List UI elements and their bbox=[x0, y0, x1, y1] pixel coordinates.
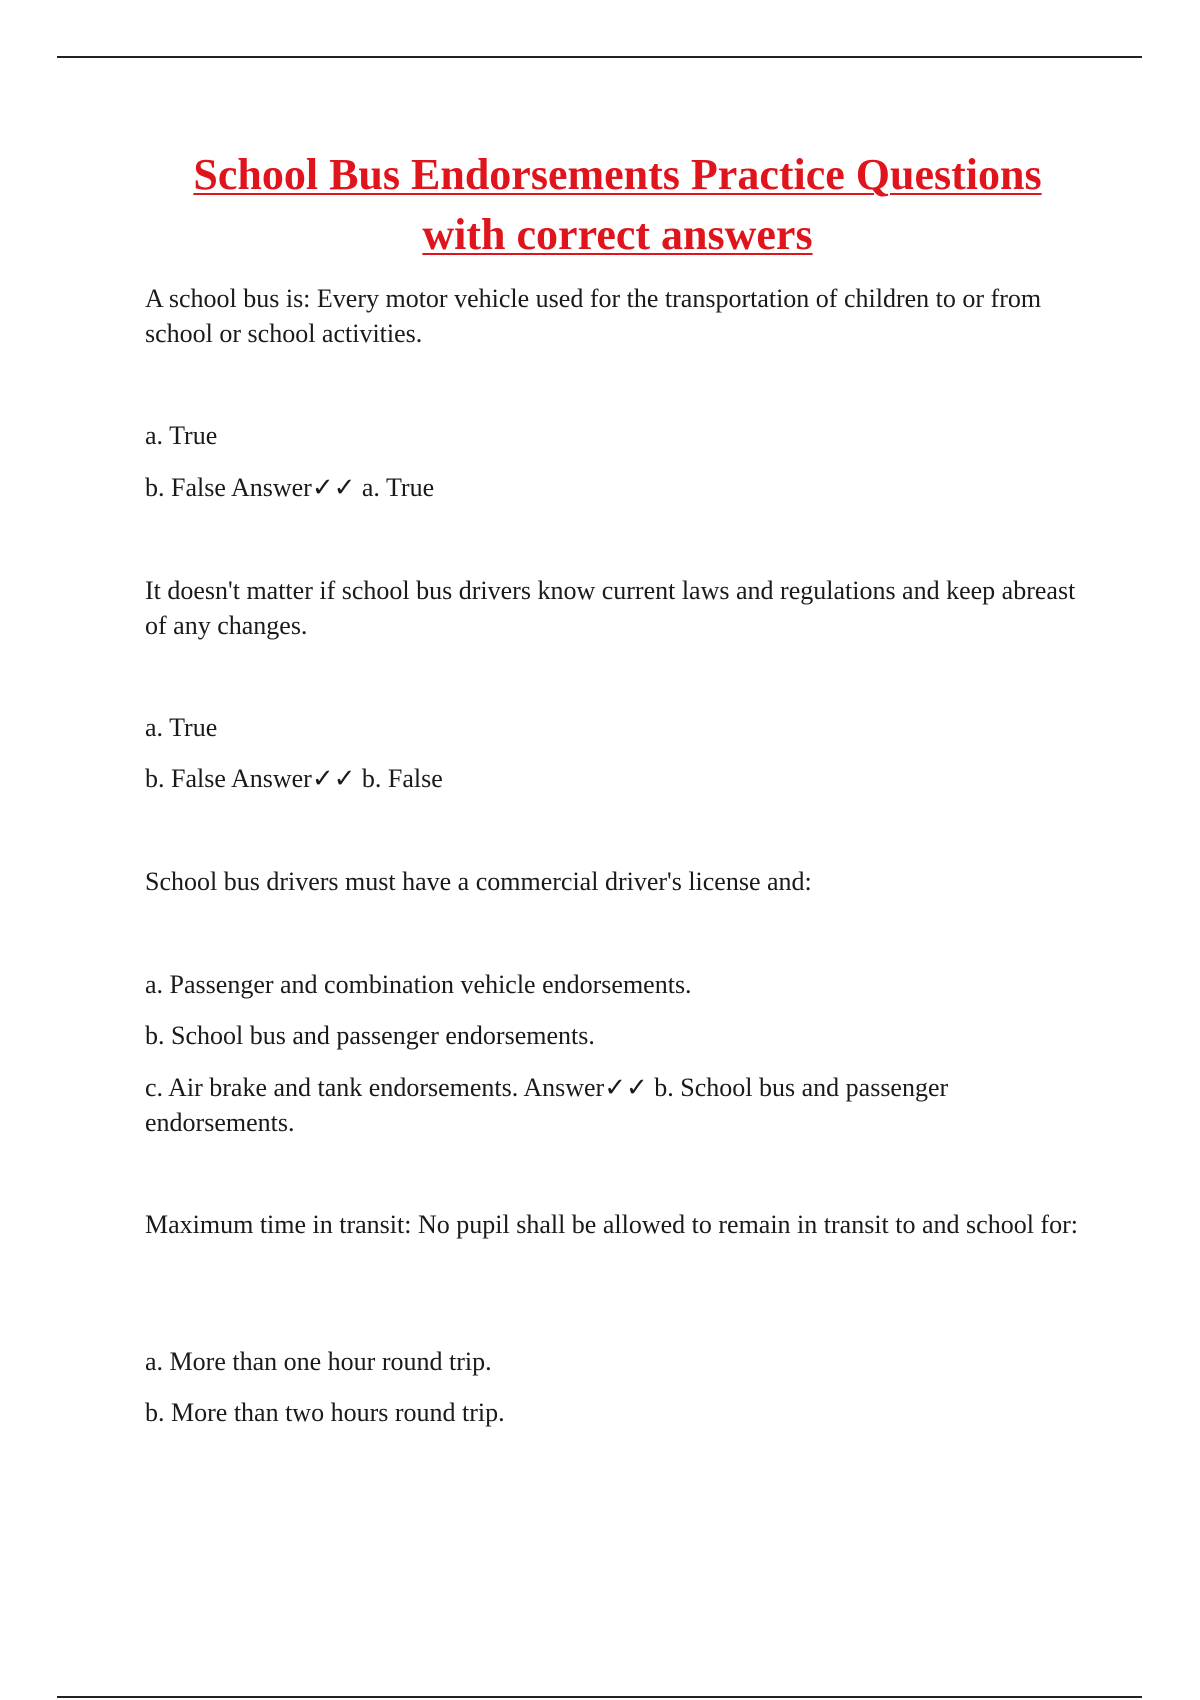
question-4-prompt: Maximum time in transit: No pupil shall be allowed to remain in transit to and school for: bbox=[145, 1210, 1078, 1239]
question-4-option-a: a. More than one hour round trip. bbox=[145, 1347, 492, 1376]
question-3-option-a: a. Passenger and combination vehicle endorsements. bbox=[145, 970, 692, 999]
question-2-option-a: a. True bbox=[145, 713, 218, 742]
bottom-divider bbox=[57, 1696, 1142, 1698]
top-divider bbox=[57, 56, 1142, 58]
question-4-option-b: b. More than two hours round trip. bbox=[145, 1398, 505, 1427]
title-line-2: with correct answers bbox=[422, 210, 813, 259]
question-1-option-b-answer: b. False Answer✓✓ a. True bbox=[145, 473, 435, 502]
question-2-prompt: It doesn't matter if school bus drivers know current laws and regulations and keep abreast of any changes. bbox=[145, 576, 1076, 640]
question-3-prompt: School bus drivers must have a commercial driver's license and: bbox=[145, 867, 812, 896]
question-3-option-c-answer: c. Air brake and tank endorsements. Answer✓✓ b. School bus and passenger endorsements. bbox=[145, 1073, 949, 1137]
question-2-option-b-answer: b. False Answer✓✓ b. False bbox=[145, 764, 443, 793]
question-3-option-b: b. School bus and passenger endorsements. bbox=[145, 1021, 595, 1050]
question-1-prompt: A school bus is: Every motor vehicle used for the transportation of children to or from school or school activities. bbox=[145, 284, 1042, 348]
question-1-option-a: a. True bbox=[145, 421, 218, 450]
title-line-1: School Bus Endorsements Practice Questions bbox=[193, 150, 1042, 199]
page-title bbox=[100, 145, 1135, 265]
